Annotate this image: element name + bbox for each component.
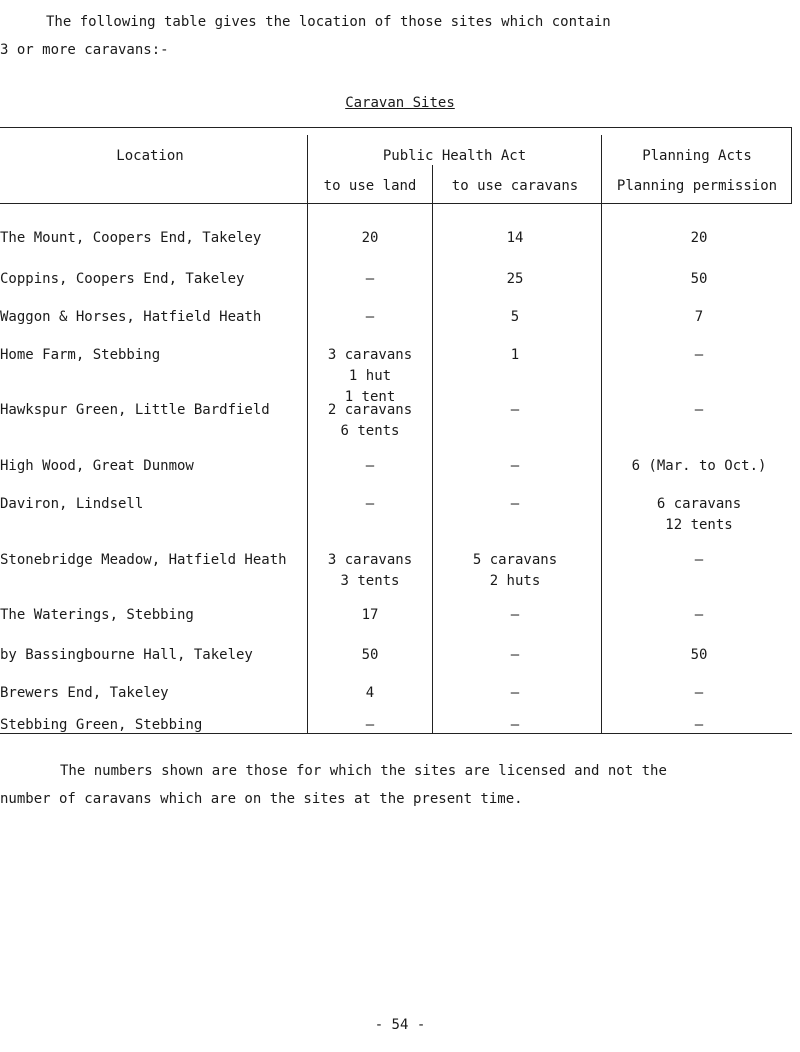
cell-planning-permission: – [694,402,704,418]
cell-to-use-caravans: – [510,685,520,701]
cell-to-use-caravans: 25 [506,271,524,287]
cell-to-use-caravans: – [510,647,520,663]
header-to-use-caravans: to use caravans [451,178,579,194]
cell-planning-permission: – [694,347,704,363]
cell-to-use-caravans: – [510,496,520,512]
footnote-line-1: The numbers shown are those for which the sites are licensed and not the [60,763,667,779]
footnote [0,757,800,813]
cell-planning-permission: – [694,685,704,701]
cell-to-use-caravans: 5 [510,309,520,325]
cell-location: The Waterings, Stebbing [0,607,194,623]
cell-planning-permission: 12 tents [665,517,733,533]
cell-to-use-land: – [365,458,375,474]
cell-location: Coppins, Coopers End, Takeley [0,271,245,287]
intro-text [0,8,800,64]
cell-planning-permission: – [694,717,704,733]
header-public-health-act: Public Health Act [382,148,527,164]
header-rule [0,203,792,204]
cell-to-use-land: 1 hut [348,368,392,384]
cell-to-use-caravans: – [510,607,520,623]
cell-to-use-land: – [365,717,375,733]
table-top-rule [0,127,792,128]
cell-planning-permission: – [694,607,704,623]
cell-location: The Mount, Coopers End, Takeley [0,230,262,246]
header-planning-acts: Planning Acts [642,148,752,164]
cell-to-use-land: 4 [365,685,375,701]
cell-to-use-caravans: – [510,717,520,733]
table-heading: Caravan Sites [345,95,455,111]
cell-to-use-caravans: – [510,458,520,474]
cell-to-use-land: 3 caravans [327,347,413,363]
cell-location: Brewers End, Takeley [0,685,169,701]
cell-to-use-land: 17 [361,607,379,623]
cell-to-use-caravans: 14 [506,230,524,246]
cell-planning-permission: 20 [690,230,708,246]
cell-to-use-caravans: 1 [510,347,520,363]
header-location: Location [116,148,184,164]
cell-to-use-land: 1 tent [344,389,396,405]
cell-planning-permission: 6 caravans [656,496,742,512]
cell-to-use-caravans: 2 huts [489,573,541,589]
cell-planning-permission: 50 [690,647,708,663]
page-number: - 54 - [374,1017,426,1033]
cell-to-use-land: – [365,271,375,287]
cell-to-use-land: – [365,309,375,325]
header-planning-permission: Planning permission [616,178,778,194]
cell-to-use-land: 50 [361,647,379,663]
cell-to-use-land: 2 caravans [327,402,413,418]
cell-location: Stebbing Green, Stebbing [0,717,203,733]
cell-location: Hawkspur Green, Little Bardfield [0,402,270,418]
header-to-use-land: to use land [323,178,417,194]
intro-line-2: 3 or more caravans:- [0,42,169,58]
cell-planning-permission: 6 (Mar. to Oct.) [631,458,767,474]
cell-location: by Bassingbourne Hall, Takeley [0,647,253,663]
cell-to-use-caravans: 5 caravans [472,552,558,568]
cell-location: Home Farm, Stebbing [0,347,161,363]
cell-to-use-land: – [365,496,375,512]
cell-to-use-land: 3 caravans [327,552,413,568]
column-divider-3 [601,135,602,733]
cell-to-use-land: 6 tents [340,423,400,439]
cell-planning-permission: – [694,552,704,568]
footnote-line-2: number of caravans which are on the sites at the present time. [0,791,523,807]
cell-planning-permission: 50 [690,271,708,287]
cell-to-use-caravans: – [510,402,520,418]
cell-to-use-land: 3 tents [340,573,400,589]
intro-line-1: The following table gives the location of those sites which contain [46,14,611,30]
cell-location: High Wood, Great Dunmow [0,458,194,474]
cell-planning-permission: 7 [694,309,704,325]
cell-location: Daviron, Lindsell [0,496,144,512]
cell-location: Waggon & Horses, Hatfield Heath [0,309,262,325]
cell-to-use-land: 20 [361,230,379,246]
cell-location: Stonebridge Meadow, Hatfield Heath [0,552,287,568]
